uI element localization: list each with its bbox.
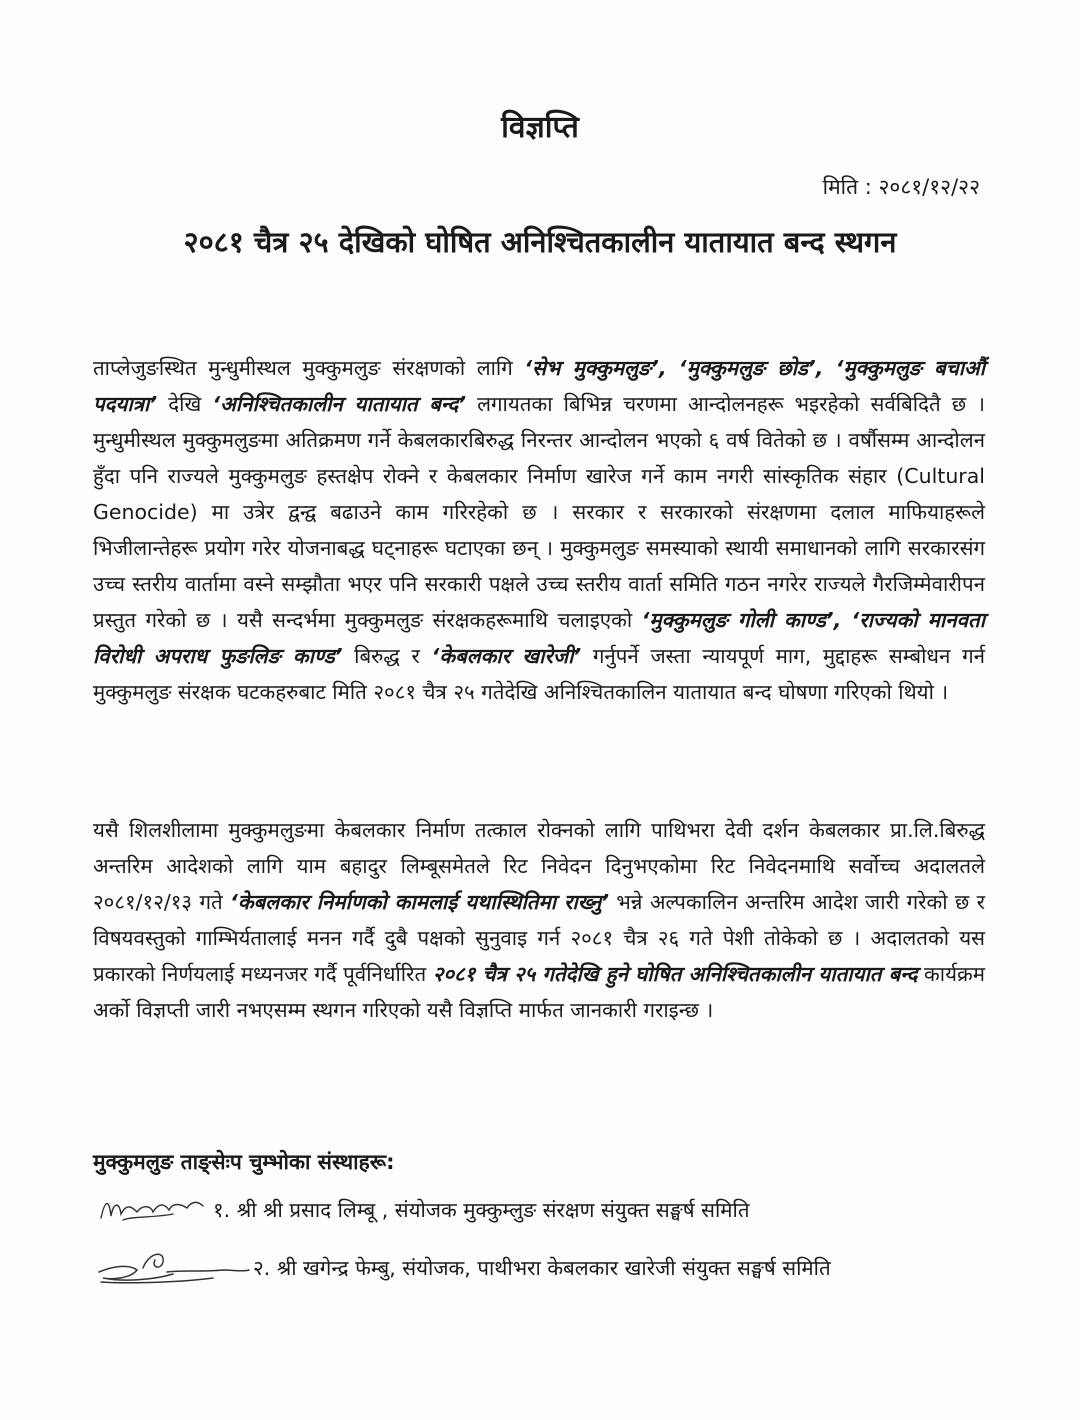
paragraph-1-text-5: गर्नुपर्ने जस्ता न्यायपूर्ण माग, मुद्दाहरू सम्बोधन गर्न मुक्कुमलुङ संरक्षक घटकहरुबाट मिति २०८१ चैत्र २५ गतेदेखि अनिश्चितकालिन यातायात बन्द घोषणा गरिएको थियो । bbox=[93, 644, 985, 704]
paragraph-2-text-3: कार्यक्रम अर्को विज्ञप्ती जारी नभएसम्म स्थगन गरिएको यसै विज्ञप्ति मार्फत जानकारी गराइन्छ । bbox=[93, 962, 985, 1022]
paragraph-1-emphasis-2: ‘अनिश्चितकालीन यातायात बन्द’ bbox=[212, 392, 467, 416]
paragraph-2-text-2: भन्ने अल्पकालिन अन्तरिम आदेश जारी गरेको छ र विषयवस्तुको गाम्भिर्यतालाई मनन गर्दै दुबै पक्षको सुनुवाइ गर्न २०८१ चैत्र २६ गते पेशी तोकेको छ । अदालतको यस प्रकारको निर्णयलाई मध्यनजर गर्दै पूर्वनिर्धारित bbox=[93, 890, 985, 986]
signatory-1-text: १. श्री श्री प्रसाद लिम्बू , संयोजक मुक्कुम्लुङ संरक्षण संयुक्त सङ्घर्ष समिति bbox=[213, 1198, 750, 1222]
paragraph-1-text-3: लगायतका बिभिन्न चरणमा आन्दोलनहरू भइरहेको सर्वबिदितै छ । मुन्धुमीस्थल मुक्कुमलुङमा अतिक्रमण गर्ने केबलकारबिरुद्ध निरन्तर आन्दोलन भएको ६ वर्ष वितेको छ । वर्षौसम्म आन्दोलन हुँदा पनि राज्यले मुक्कुमलुङ हस्तक्षेप रोक्ने र केबलकार निर्माण खारेज गर्ने काम नगरी सांस्कृतिक संहार (Cultural Genocide) मा उत्रेर द्वन्द्व बढाउने काम गरिरहेको छ । सरकार र सरकारको संरक्षणमा दलाल माफियाहरूले भिजीलान्तेहरू प्रयोग गरेर योजनाबद्ध घट्नाहरू घटाएका छन् । मुक्कुमलुङ समस्याको स्थायी समाधानको लागि सरकारसंग उच्च स्तरीय वार्तामा वस्ने सम्झौता भएर पनि सरकारी पक्षले उच्च स्तरीय वार्ता समिति गठन नगरेर राज्यले गैरजिम्मेवारीपन प्रस्तुत गरेको छ । यसै सन्दर्भमा मुक्कुमलुङ संरक्षकहरूमाथि चलाइएको bbox=[93, 392, 985, 632]
paragraph-1-emphasis-1: ‘सेभ मुक्कुमलुङ’, ‘मुक्कुमलुङ छोड’, ‘मुक्कुमलुङ बचाऔं पदयात्रा’ bbox=[93, 356, 985, 416]
notice-heading: विज्ञप्ति bbox=[501, 110, 579, 145]
signatory-2-text: २. श्री खगेन्द्र फेम्बु, संयोजक, पाथीभरा केबलकार खारेजी संयुक्त सङ्घर्ष समिति bbox=[253, 1256, 831, 1280]
signature-mark-2 bbox=[93, 1248, 253, 1288]
paragraph-1-emphasis-3: ‘मुक्कुमलुङ गोली काण्ड’, ‘राज्यको मानवता विरोधी अपराध फुङलिङ काण्ड’ bbox=[93, 608, 986, 668]
paragraph-2-emphasis-1: ‘केबलकार निर्माणको कामलाई यथास्थितिमा राख्नु’ bbox=[230, 890, 610, 914]
paragraph-2-text-1: यसै शिलशीलामा मुक्कुमलुङमा केबलकार निर्माण तत्काल रोक्नको लागि पाथिभरा देवी दर्शन केबलकार प्रा.लि.बिरुद्ध अन्तरिम आदेशको लागि याम बहादुर लिम्बूसमेतले रिट निवेदन दिनुभएकोमा रिट निवेदनमाथि सर्वोच्च अदालतले २०८१/१२/१३ गते bbox=[93, 818, 985, 914]
signatory-row-2 bbox=[93, 1248, 831, 1288]
notice-date: मिति : २०८१/१२/२२ bbox=[822, 175, 980, 199]
paragraph-1 bbox=[93, 350, 985, 710]
paragraph-1-text-4: बिरुद्ध र bbox=[342, 644, 432, 668]
signatory-row-1 bbox=[93, 1190, 750, 1230]
paragraph-2-emphasis-2: २०८१ चैत्र २५ गतेदेखि हुने घोषित अनिश्चितकालीन यातायात बन्द bbox=[432, 962, 918, 986]
paragraph-2 bbox=[93, 812, 985, 1028]
paragraph-1-text-2: देखि bbox=[157, 392, 213, 416]
organizations-title: मुक्कुमलुङ ताङ्सेःप चुम्भोका संस्थाहरू: bbox=[93, 1150, 395, 1174]
notice-subject: २०८१ चैत्र २५ देखिको घोषित अनिश्चितकालीन यातायात बन्द स्थगन bbox=[183, 225, 897, 259]
paragraph-1-text-1: ताप्लेजुङस्थित मुन्धुमीस्थल मुक्कुमलुङ संरक्षणको लागि bbox=[93, 356, 525, 380]
signature-mark-1 bbox=[93, 1190, 213, 1230]
paragraph-1-emphasis-4: ‘केबलकार खारेजी’ bbox=[431, 644, 582, 668]
